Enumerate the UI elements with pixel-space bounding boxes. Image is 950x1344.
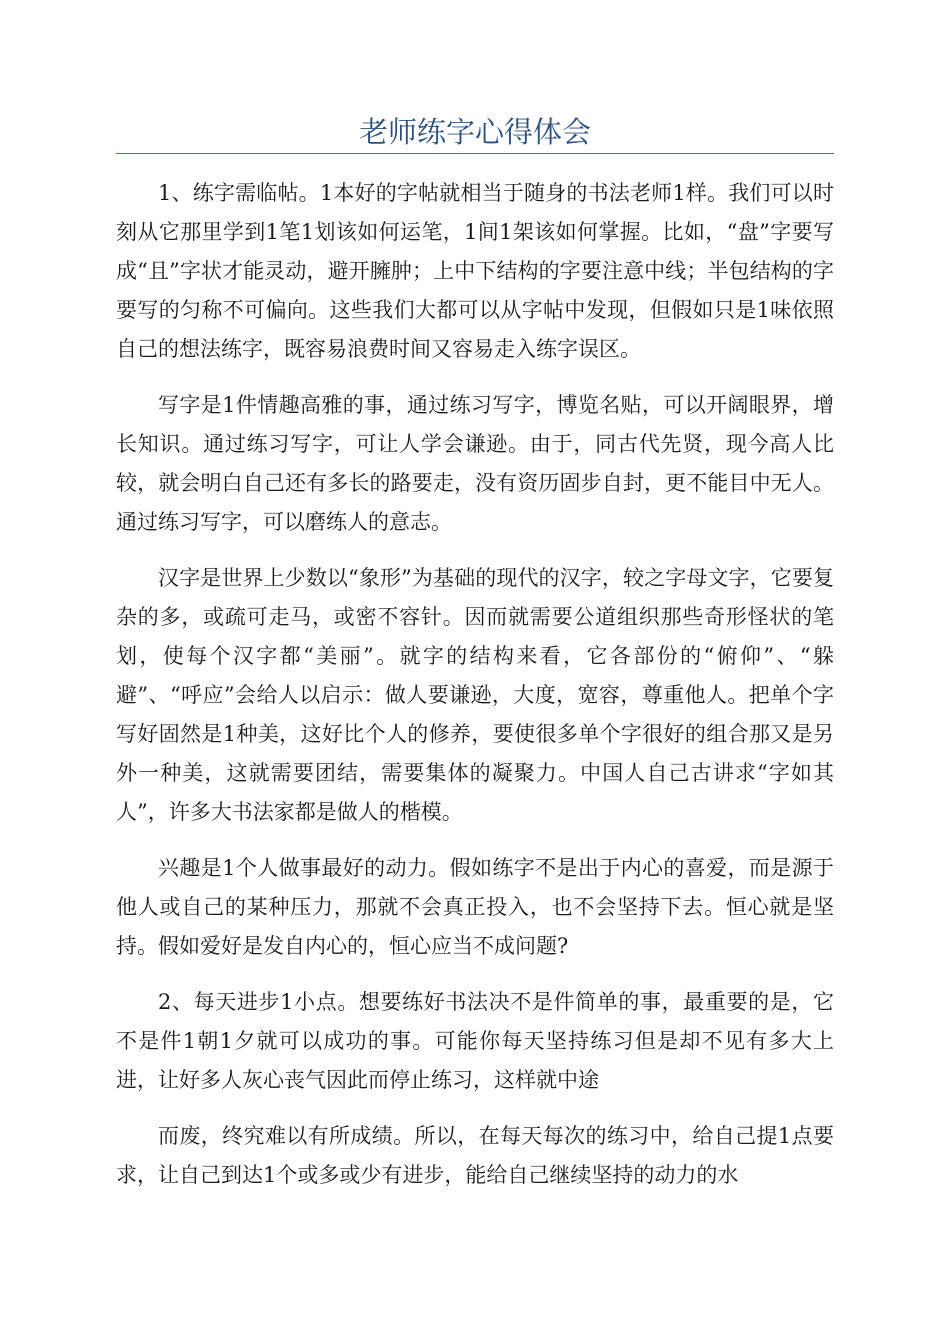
paragraph-1: 1、练字需临帖。1本好的字帖就相当于随身的书法老师1样。我们可以时刻从它那里学到1笔1划该如何运笔，1间1架该如何掌握。比如，“盘”字要写成“且”字状才能灵动，避开臃肿；上中下结构的字要注意中线；半包结构的字要写的匀称不可偏向。这些我们大都可以从字帖中发现，但假如只是1味依照自己的想法练字，既容易浪费时间又容易走入练字误区。 [116, 181, 834, 361]
document-title: 老师练字心得体会 [358, 115, 591, 149]
paragraph-5: 2、每天进步1小点。想要练好书法决不是件简单的事，最重要的是，它不是件1朝1夕就可以成功的事。可能你每天坚持练习但是却不见有多大上进，让好多人灰心丧气因此而停止练习，这样就中途 [116, 990, 834, 1092]
paragraph-3: 汉字是世界上少数以“象形”为基础的现代的汉字，较之字母文字，它要复杂的多，或疏可走马，或密不容针。因而就需要公道组织那些奇形怪状的笔划，使每个汉字都“美丽”。就字的结构来看，它各部份的“俯仰”、“躲避”、“呼应”会给人以启示：做人要谦逊，大度，宽容，尊重他人。把单个字写好固然是1种美，这好比个人的修养，要使很多单个字很好的组合那又是另外一种美，这就需要团结，需要集体的凝聚力。中国人自己古讲求“字如其人”，许多大书法家都是做人的楷模。 [116, 566, 834, 824]
paragraph-2: 写字是1件情趣高雅的事，通过练习写字，博览名贴，可以开阔眼界，增长知识。通过练习写字，可让人学会谦逊。由于，同古代先贤，现今高人比较，就会明白自己还有多长的路要走，没有资历固步自封，更不能目中无人。通过练习写字，可以磨练人的意志。 [116, 393, 834, 534]
title-underline [116, 153, 834, 154]
paragraph-4: 兴趣是1个人做事最好的动力。假如练字不是出于内心的喜爱，而是源于他人或自己的某种压力，那就不会真正投入，也不会坚持下去。恒心就是坚持。假如爱好是发自内心的，恒心应当不成问题? [116, 856, 834, 958]
document-body [116, 174, 834, 1212]
paragraph-6: 而废，终究难以有所成绩。所以，在每天每次的练习中，给自己提1点要求，让自己到达1个或多或少有进步，能给自己继续坚持的动力的水 [116, 1124, 834, 1187]
